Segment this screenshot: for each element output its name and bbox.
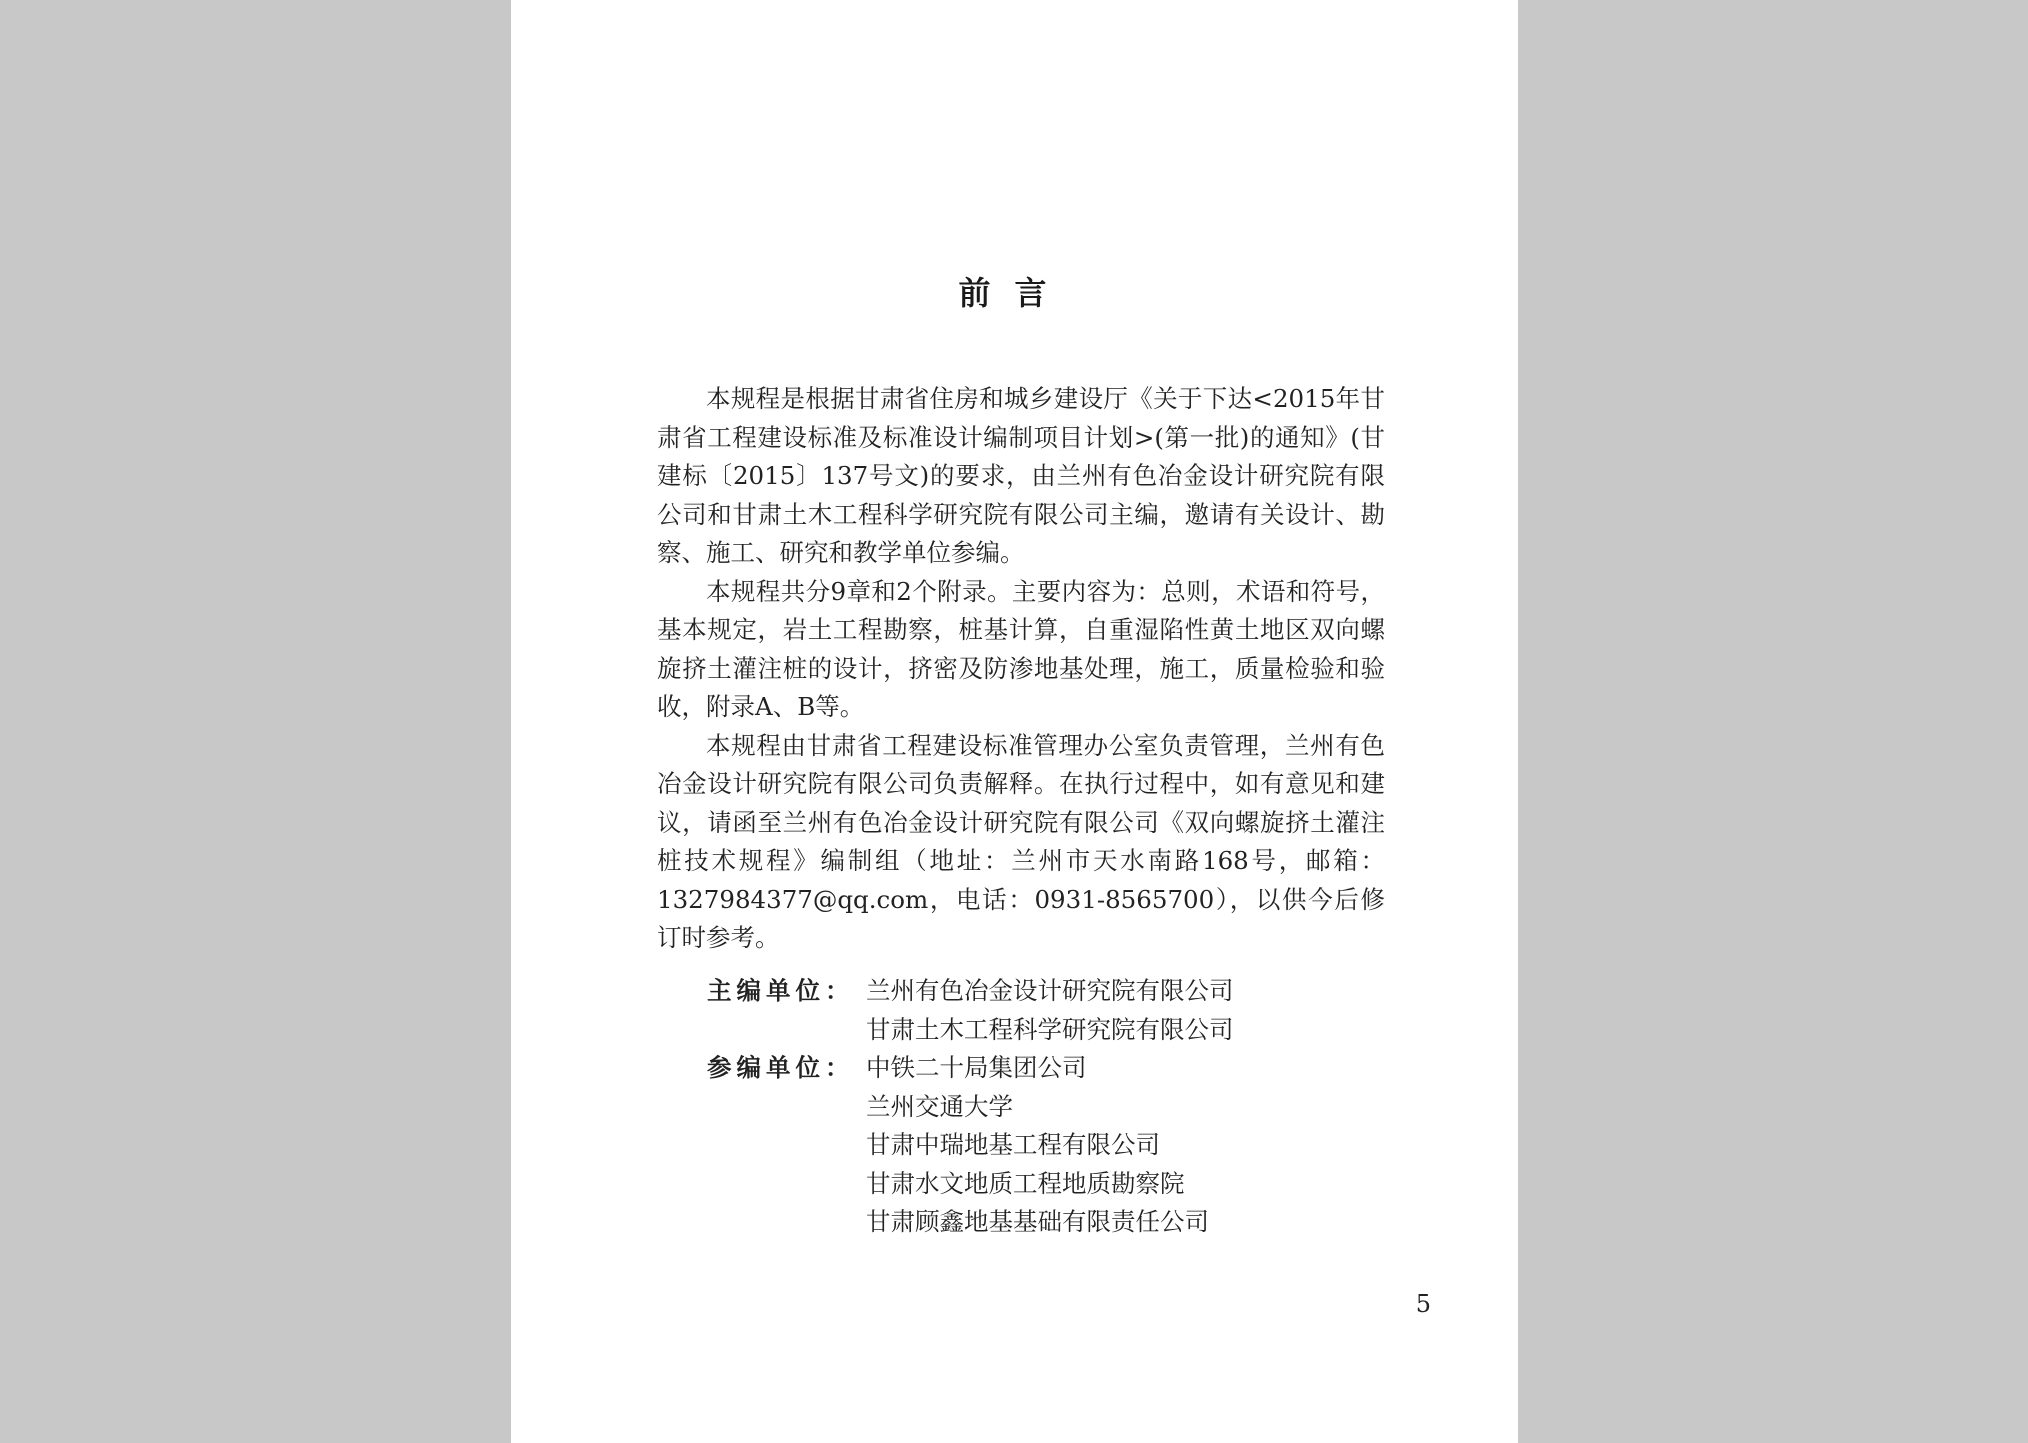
paragraph-3: 本规程由甘肃省工程建设标准管理办公室负责管理，兰州有色冶金设计研究院有限公司负责解释。在执行过程中，如有意见和建议，请函至兰州有色冶金设计研究院有限公司《双向螺旋挤土灌注桩技术规程》编制组（地址：兰州市天水南路168号，邮箱：1327984377@qq.com，电话：0931-8565700），以供今后修订时参考。 [657, 730, 1385, 952]
chief-unit-item: 兰州有色冶金设计研究院有限公司 [866, 976, 1234, 1005]
chief-units-label: 主编单位： [707, 976, 855, 1005]
chief-unit-item: 甘肃土木工程科学研究院有限公司 [866, 1014, 1234, 1044]
page-title: 前言 [958, 274, 1071, 312]
paragraph-2: 本规程共分9章和2个附录。主要内容为：总则，术语和符号，基本规定，岩土工程勘察，桩基计算，自重湿陷性黄土地区双向螺旋挤土灌注桩的设计，挤密及防渗地基处理，施工，质量检验和验收，附录A、B等。 [657, 576, 1385, 721]
paragraph-1: 本规程是根据甘肃省住房和城乡建设厅《关于下达<2015年甘肃省工程建设标准及标准设计编制项目计划>(第一批)的通知》(甘建标〔2015〕137号文)的要求，由兰州有色冶金设计研究院有限公司和甘肃土木工程科学研究院有限公司主编，邀请有关设计、勘察、施工、研究和教学单位参编。 [657, 384, 1385, 567]
editorial-units [707, 972, 1234, 1242]
participating-unit-item: 中铁二十局集团公司 [866, 1053, 1087, 1082]
page-number: 5 [1415, 1290, 1431, 1318]
participating-unit-item: 甘肃顾鑫地基基础有限责任公司 [866, 1207, 1209, 1236]
participating-unit-item: 兰州交通大学 [866, 1091, 1013, 1121]
participating-units-group [707, 1049, 1234, 1242]
preface-body [657, 380, 1385, 958]
chief-units-group [707, 972, 1234, 1049]
document-page [511, 0, 1518, 1443]
participating-units-label: 参编单位： [707, 1053, 855, 1082]
participating-unit-item: 甘肃中瑞地基工程有限公司 [866, 1130, 1160, 1159]
chief-units-list [866, 972, 1234, 1049]
participating-units-list [866, 1049, 1209, 1242]
participating-unit-item: 甘肃水文地质工程地质勘察院 [866, 1168, 1185, 1198]
